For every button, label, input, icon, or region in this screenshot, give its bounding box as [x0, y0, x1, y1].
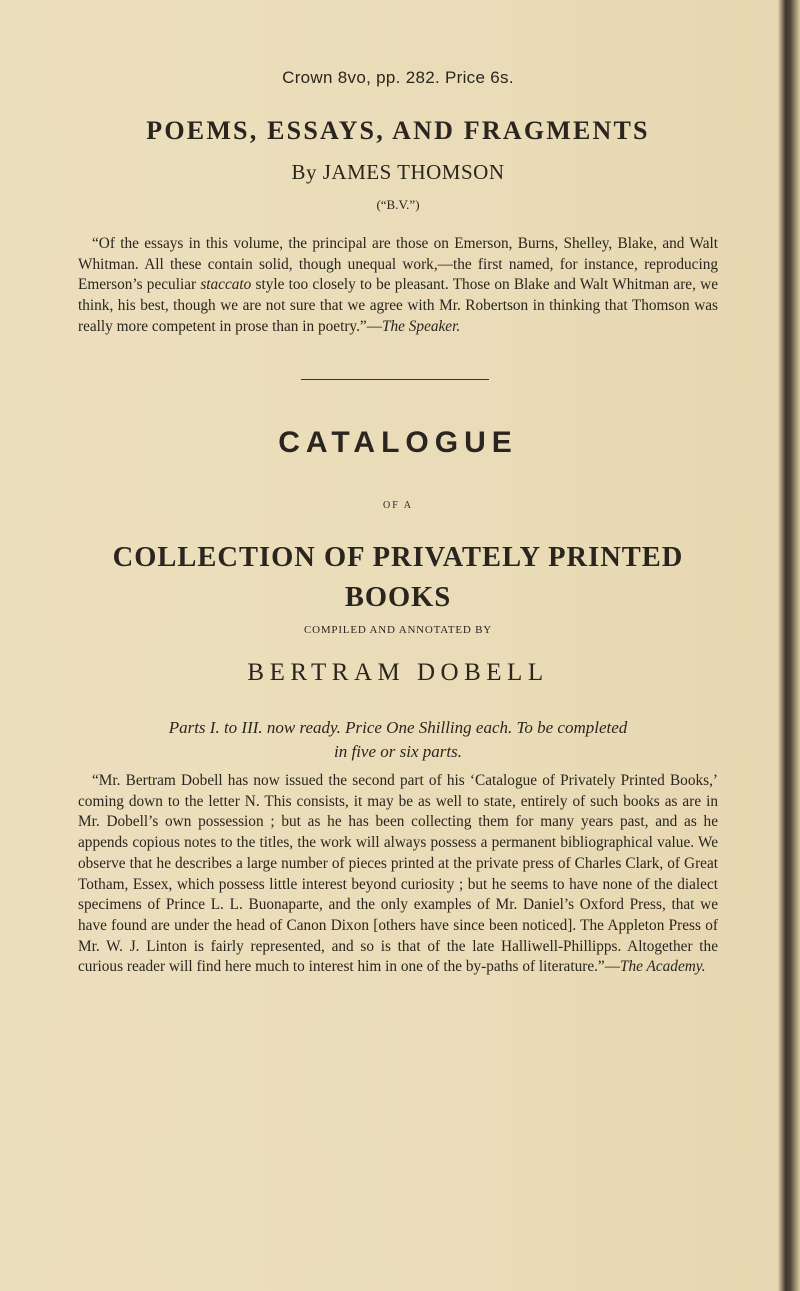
academy-review-source: The Academy.	[620, 958, 706, 976]
review-source: The Speaker.	[382, 317, 461, 335]
author-line: By JAMES THOMSON	[291, 160, 505, 184]
collection-title-line-1: COLLECTION OF PRIVATELY PRINTED	[112, 542, 684, 573]
author-initials: (“B.V.”)	[376, 197, 420, 212]
collection-title-line-2: BOOKS	[344, 582, 452, 613]
review-text: “Of the essays in this volume, the principal are those on Emerson, Burns, Shelley, Blake, and Walt Whitman. All these contain solid, though unequal work,—the first named, for instance, reproducing Emerson’s peculiar	[78, 235, 718, 294]
parts-line-1: Parts I. to III. now ready. Price One Shilling each. To be completed	[168, 718, 628, 737]
review-academy	[78, 771, 718, 978]
book-title: POEMS, ESSAYS, AND FRAGMENTS	[146, 116, 650, 145]
review-italic-word: staccato	[200, 276, 252, 294]
academy-review-text: “Mr. Bertram Dobell has now issued the second part of his ‘Catalogue of Privately Printed Books,’ coming down to the letter N. This consists, it may be as well to state, entirely of such books as are in Mr. Dobell’s own possession ; but as he has been collecting them for many years past, and as he appends copious notes to the titles, the work will always possess a permanent bibliographical value. We observe that he describes a large number of pieces printed at the private press of Charles Clark, of Great Totham, Essex, which possess little interest beyond curiosity ; but he seems to have none of the dialect specimens of Prince L. L. Buonaparte, and the only examples of Mr. Daniel’s Oxford Press, that we have found are under the head of Canon Dixon [others have since been noticed]. The Appleton Press of Mr. W. J. Linton is fairly represented, and so is that of the late Halliwell-Phillipps. Altogether the curious reader will find here much to interest him in one of the by-paths of literature.”—	[78, 772, 718, 976]
parts-notice	[78, 716, 718, 764]
section-divider	[301, 379, 489, 380]
catalogue-author: BERTRAM DOBELL	[247, 659, 549, 686]
collection-title	[78, 538, 718, 618]
book-binding-edge	[778, 0, 800, 1291]
parts-line-2: in five or six parts.	[334, 742, 462, 761]
of-a-line: OF A	[383, 500, 413, 511]
format-line: Crown 8vo, pp. 282. Price 6s.	[282, 68, 514, 87]
review-text-continued: style too closely to be pleasant. Those on Blake and Walt Whitman are, we think, his best, though we are not sure that we agree with Mr. Robertson in thinking that Thomson was really more competent in prose than in poetry.”—	[78, 276, 718, 335]
catalogue-heading: CATALOGUE	[278, 426, 518, 459]
review-speaker	[78, 234, 718, 338]
compiled-by-line: COMPILED AND ANNOTATED BY	[303, 624, 493, 636]
